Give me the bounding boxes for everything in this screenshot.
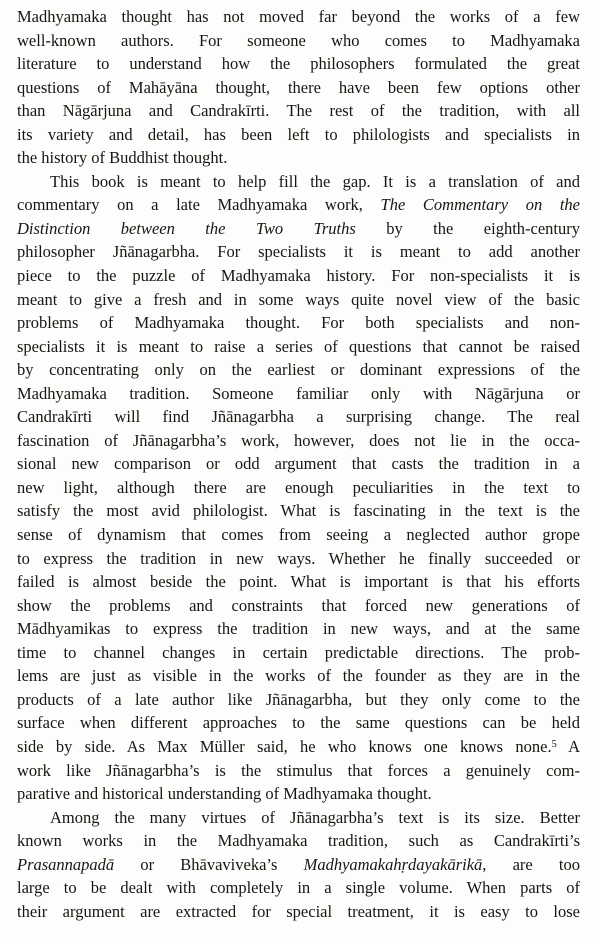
text-line bbox=[17, 900, 580, 924]
text-line bbox=[17, 311, 580, 335]
text-line bbox=[17, 358, 580, 382]
text-line bbox=[17, 782, 580, 806]
text-line bbox=[17, 52, 580, 76]
text-line bbox=[17, 853, 580, 877]
text-line bbox=[17, 876, 580, 900]
text-segment: lems are just as visible in the works of the founder as they are in the bbox=[17, 666, 580, 686]
text-line bbox=[17, 76, 580, 100]
text-line bbox=[17, 335, 580, 359]
text-segment: well-known authors. For someone who comes to Madhyamaka bbox=[17, 30, 580, 50]
text-segment: A bbox=[556, 736, 580, 756]
text-line bbox=[17, 570, 580, 594]
text-line bbox=[17, 170, 580, 194]
italic-title-segment: Distinction between the Two Truths bbox=[17, 218, 356, 238]
text-segment: parative and historical understanding of Madhyamaka thought. bbox=[17, 784, 432, 804]
text-line bbox=[17, 735, 580, 759]
text-line bbox=[17, 641, 580, 665]
text-segment: side by side. As Max Müller said, he who knows one knows none. bbox=[17, 736, 552, 756]
text-segment: surface when different approaches to the same questions can be held bbox=[17, 713, 580, 733]
text-line bbox=[17, 429, 580, 453]
text-segment: the history of Buddhist thought. bbox=[17, 148, 228, 168]
text-segment: literature to understand how the philosophers formulated the great bbox=[17, 54, 580, 74]
italic-title-segment: Prasannapadā bbox=[17, 854, 115, 874]
text-segment: sense of dynamism that comes from seeing a neglected author grope bbox=[17, 525, 580, 545]
text-line bbox=[17, 5, 580, 29]
text-segment: large to be dealt with completely in a single volume. When parts of bbox=[17, 878, 580, 898]
text-segment: Mādhyamikas to express the tradition in new ways, and at the same bbox=[17, 619, 580, 639]
text-segment: known works in the Madhyamaka tradition, such as Candrakīrti’s bbox=[17, 831, 580, 851]
text-line bbox=[17, 547, 580, 571]
text-segment: show the problems and constraints that forced new generations of bbox=[17, 595, 580, 615]
text-segment: than Nāgārjuna and Candrakīrti. The rest of the tradition, with all bbox=[17, 101, 580, 121]
text-segment: fascination of Jñānagarbha’s work, however, does not lie in the occa- bbox=[17, 430, 580, 450]
text-line bbox=[17, 759, 580, 783]
italic-title-segment: The Commentary on the bbox=[380, 195, 580, 215]
text-line bbox=[17, 664, 580, 688]
text-segment: Madhyamaka thought has not moved far beyond the works of a few bbox=[17, 7, 580, 26]
text-segment: problems of Madhyamaka thought. For both specialists and non- bbox=[17, 313, 580, 333]
text-segment: , are too bbox=[482, 854, 580, 874]
text-line bbox=[17, 123, 580, 147]
text-line bbox=[17, 711, 580, 735]
text-line bbox=[17, 452, 580, 476]
text-line bbox=[17, 617, 580, 641]
text-segment: piece to the puzzle of Madhyamaka history. For non-specialists it is bbox=[17, 266, 580, 286]
text-line bbox=[17, 499, 580, 523]
text-line bbox=[17, 99, 580, 123]
footnote-marker: 5 bbox=[551, 738, 557, 750]
text-segment: commentary on a late Madhyamaka work, bbox=[17, 195, 381, 215]
text-line bbox=[17, 523, 580, 547]
text-segment: their argument are extracted for special treatment, it is easy to lose bbox=[17, 901, 580, 921]
text-line bbox=[17, 146, 580, 170]
text-line bbox=[17, 29, 580, 53]
text-segment: Madhyamaka tradition. Someone familiar only with Nāgārjuna or bbox=[17, 383, 580, 403]
text-segment: time to channel changes in certain predictable directions. The prob- bbox=[17, 642, 580, 662]
text-segment: its variety and detail, has been left to philologists and specialists in bbox=[17, 124, 580, 144]
text-segment: failed is almost beside the point. What is important is that his efforts bbox=[17, 572, 580, 592]
text-line bbox=[17, 264, 580, 288]
text-segment: products of a late author like Jñānagarbha, but they only come to the bbox=[17, 689, 580, 709]
text-line bbox=[17, 594, 580, 618]
text-line bbox=[17, 382, 580, 406]
body-text bbox=[17, 5, 580, 923]
text-segment: by the eighth-century bbox=[355, 218, 580, 238]
text-line bbox=[17, 217, 580, 241]
text-segment: to express the tradition in new ways. Whether he finally succeeded or bbox=[17, 548, 580, 568]
text-line bbox=[17, 193, 580, 217]
text-segment: sional new comparison or odd argument that casts the tradition in a bbox=[17, 454, 580, 474]
text-line bbox=[17, 476, 580, 500]
italic-title-segment: Madhyamakahṛdayakārikā bbox=[303, 854, 483, 874]
text-segment: specialists it is meant to raise a series of questions that cannot be raised bbox=[17, 336, 580, 356]
text-line bbox=[17, 829, 580, 853]
text-line bbox=[17, 806, 580, 830]
text-segment: philosopher Jñānagarbha. For specialists it is meant to add another bbox=[17, 242, 580, 262]
text-segment: meant to give a fresh and in some ways quite novel view of the basic bbox=[17, 289, 580, 309]
text-segment: questions of Mahāyāna thought, there have been few options other bbox=[17, 77, 580, 97]
text-segment: Candrakīrti will find Jñānagarbha a surprising change. The real bbox=[17, 407, 580, 427]
text-line bbox=[17, 240, 580, 264]
text-segment: work like Jñānagarbha’s is the stimulus that forces a genuinely com- bbox=[17, 760, 580, 780]
text-segment: or Bhāvaviveka’s bbox=[114, 854, 304, 874]
text-segment: This book is meant to help fill the gap. It is a translation of and bbox=[50, 171, 580, 191]
text-segment: Among the many virtues of Jñānagarbha’s text is its size. Better bbox=[50, 807, 580, 827]
text-segment: satisfy the most avid philologist. What is fascinating in the text is the bbox=[17, 501, 580, 521]
text-line bbox=[17, 405, 580, 429]
text-line bbox=[17, 288, 580, 312]
text-segment: by concentrating only on the earliest or dominant expressions of the bbox=[17, 360, 580, 380]
text-line bbox=[17, 688, 580, 712]
text-segment: new light, although there are enough peculiarities in the text to bbox=[17, 477, 580, 497]
